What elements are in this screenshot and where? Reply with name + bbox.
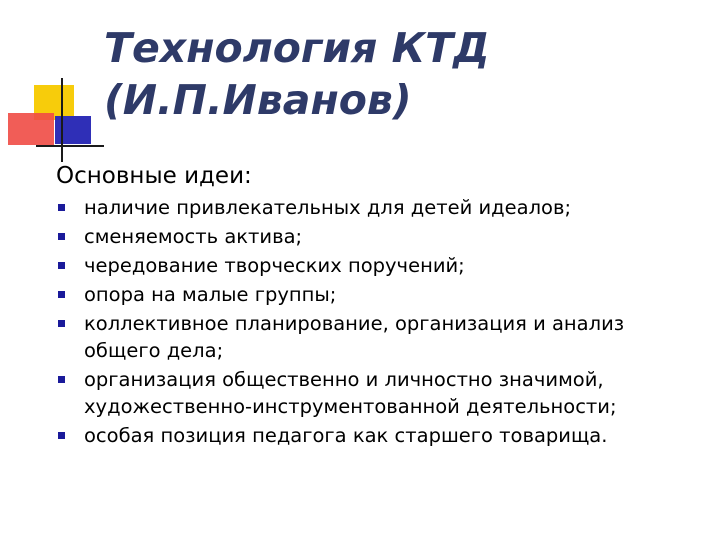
slide-title-line-1: Технология КТД xyxy=(104,24,490,72)
deco-red-square xyxy=(8,113,54,145)
square-bullet-icon xyxy=(58,262,65,269)
bullet-text: организация общественно и личностно значимой, художественно-инструментованной деятельности; xyxy=(84,368,617,418)
slide-title xyxy=(104,22,490,126)
bullet-text: чередование творческих поручений; xyxy=(84,254,465,277)
bullet-item xyxy=(52,422,702,449)
square-bullet-icon xyxy=(58,233,65,240)
bullet-text: сменяемость актива; xyxy=(84,225,303,248)
square-bullet-icon xyxy=(58,291,65,298)
bullet-list xyxy=(52,194,702,451)
square-bullet-icon xyxy=(58,376,65,383)
square-bullet-icon xyxy=(58,320,65,327)
square-bullet-icon xyxy=(58,432,65,439)
bullet-item xyxy=(52,252,702,279)
slide-decoration xyxy=(0,0,110,170)
deco-blue-square xyxy=(55,116,91,144)
bullet-text: наличие привлекательных для детей идеалов; xyxy=(84,196,572,219)
bullet-text: особая позиция педагога как старшего товарища. xyxy=(84,424,608,447)
bullet-item xyxy=(52,281,702,308)
slide-subtitle: Основные идеи: xyxy=(56,163,252,189)
bullet-item xyxy=(52,194,702,221)
bullet-item xyxy=(52,310,702,364)
bullet-text: опора на малые группы; xyxy=(84,283,337,306)
square-bullet-icon xyxy=(58,204,65,211)
bullet-text: коллективное планирование, организация и анализ общего дела; xyxy=(84,312,625,362)
bullet-item xyxy=(52,366,702,420)
bullet-item xyxy=(52,223,702,250)
slide-title-line-2: (И.П.Иванов) xyxy=(104,76,412,124)
